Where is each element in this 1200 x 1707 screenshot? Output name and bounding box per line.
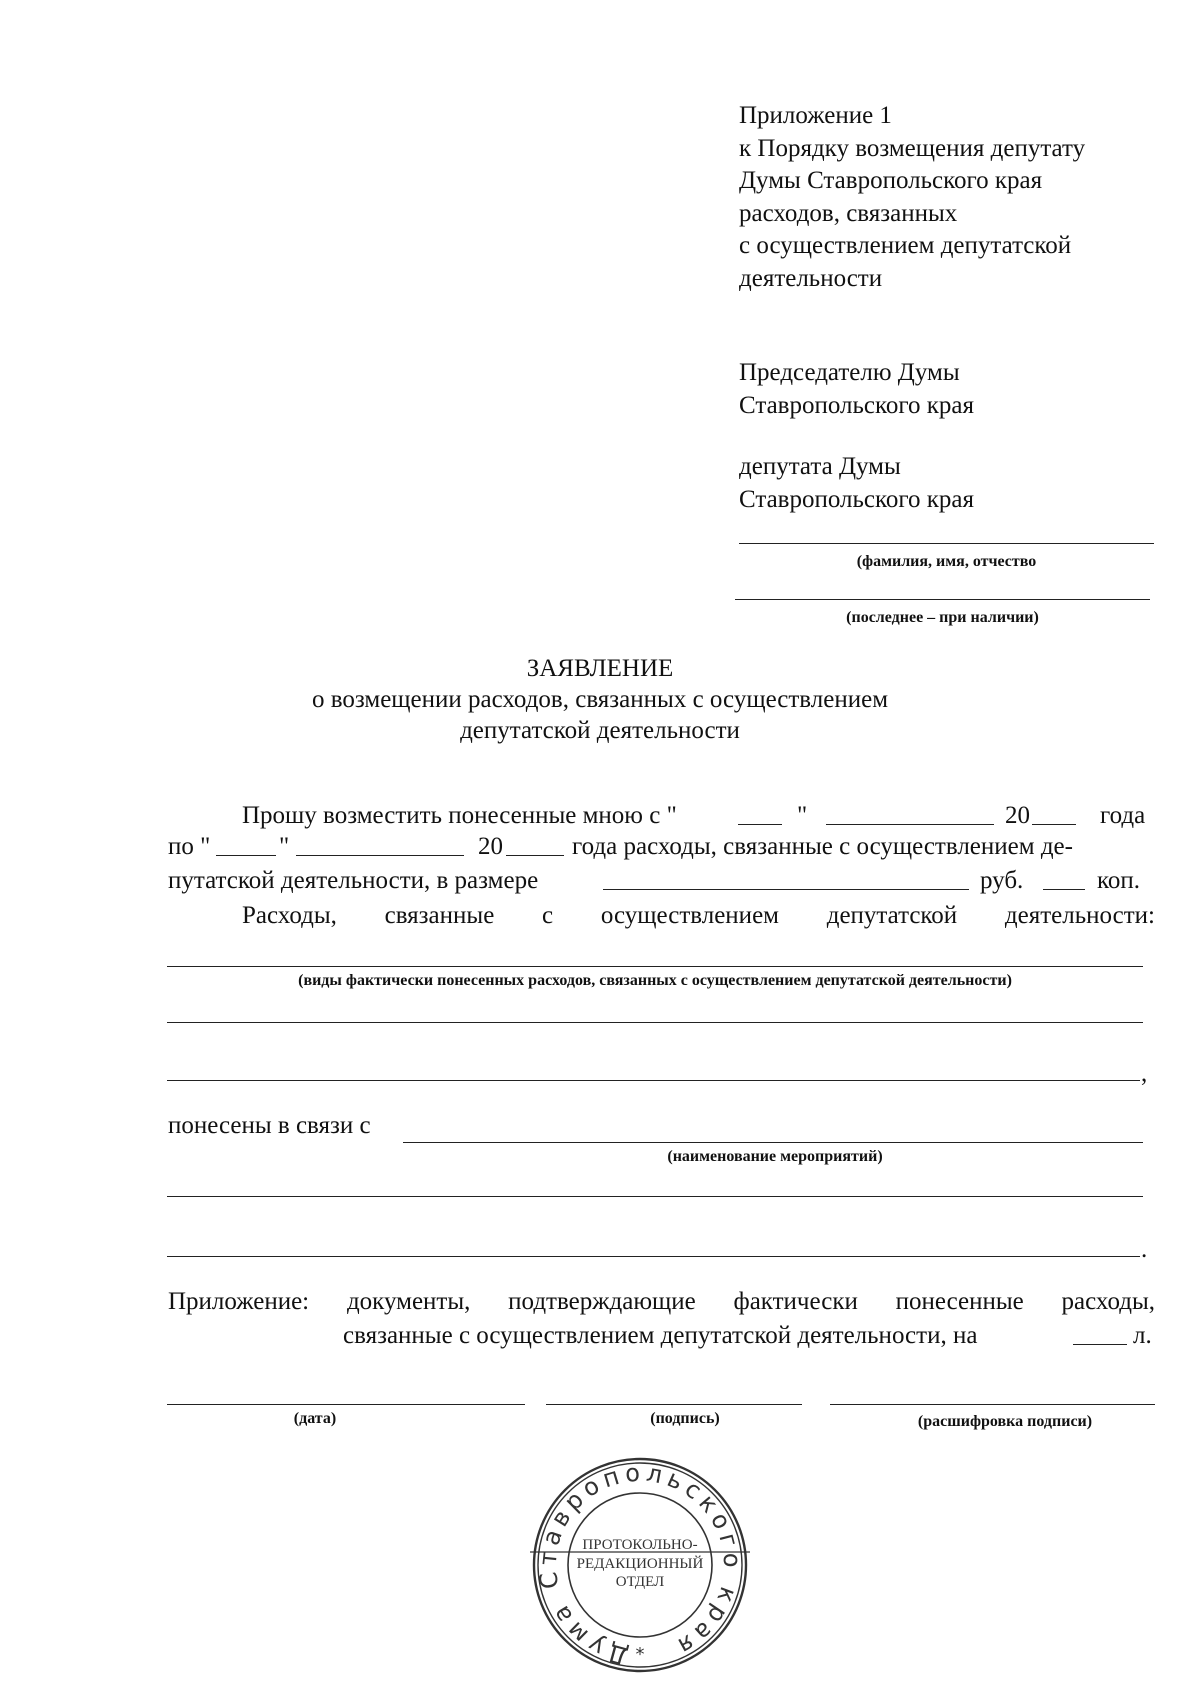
body-text: " [797, 802, 808, 829]
addressee-from-line: депутата Думы [739, 453, 901, 480]
body-text: по " [168, 833, 211, 860]
title-sub: депутатской деятельности [460, 717, 740, 744]
stamp-inner-line: ПРОТОКОЛЬНО- [582, 1537, 698, 1553]
body-text: руб. [980, 867, 1024, 894]
title-sub: о возмещении расходов, связанных с осуществлением [311, 686, 889, 713]
start-month-field[interactable] [826, 802, 994, 825]
signature-caption: (подпись) [650, 1410, 720, 1427]
stamp-inner-line: ОТДЕЛ [615, 1574, 665, 1590]
official-stamp [530, 1455, 750, 1675]
expenses-field-line[interactable] [167, 966, 1143, 967]
incurred-label: понесены в связи с [168, 1112, 371, 1139]
events-caption: (наименование мероприятий) [667, 1148, 883, 1165]
comma: , [1141, 1060, 1148, 1087]
name-caption-2: (последнее – при наличии) [846, 609, 1039, 626]
annex-line: деятельности [739, 264, 883, 292]
body-text: года расходы, связанные с осуществлением де- [572, 833, 1073, 860]
signature-decode-caption: (расшифровка подписи) [917, 1413, 1093, 1430]
annex-header [739, 100, 1085, 295]
pages-count-field[interactable] [1073, 1322, 1127, 1345]
addressee-from [739, 451, 974, 516]
attachment-suffix: л. [1133, 1322, 1152, 1349]
body-text: 20 [1005, 802, 1030, 829]
end-year-field[interactable] [506, 833, 564, 856]
name-caption: (фамилия, имя, отчество [856, 553, 1037, 570]
addressee-to-line: Председателю Думы [739, 359, 960, 386]
body-line-4 [242, 902, 1155, 930]
annex-line: к Порядку возмещения депутату [739, 134, 1086, 162]
date-caption: (дата) [293, 1410, 337, 1427]
stamp-ring-text: Дума Ставропольского края [533, 1458, 747, 1671]
body-text: 20 [478, 833, 503, 860]
stamp-star: * [635, 1644, 645, 1665]
start-day-field[interactable] [738, 802, 782, 825]
events-field-line[interactable] [403, 1142, 1143, 1143]
signature-field-line[interactable] [546, 1404, 802, 1405]
expenses-field-line-2[interactable] [167, 1022, 1143, 1023]
expenses-field-line-3[interactable] [167, 1080, 1140, 1081]
document-title [0, 653, 1200, 746]
attachment-label: Приложение: [168, 1288, 310, 1315]
stamp-inner-line: РЕДАКЦИОННЫЙ [576, 1556, 704, 1572]
annex-line: Думы Ставропольского края [739, 167, 1043, 194]
period: . [1141, 1236, 1148, 1263]
annex-line: расходов, связанных [739, 199, 958, 227]
name-field-line-2[interactable] [735, 599, 1150, 600]
amount-kop-field[interactable] [1043, 867, 1085, 890]
addressee-to [739, 357, 974, 422]
expenses-caption: (виды фактически понесенных расходов, связанных с осуществлением депутатской деятельности) [298, 972, 1012, 989]
annex-line: Приложение 1 [739, 102, 892, 129]
events-field-line-2[interactable] [167, 1196, 1143, 1197]
addressee-to-line: Ставропольского края [739, 391, 974, 419]
body-text: " [279, 833, 290, 860]
end-day-field[interactable] [216, 833, 276, 856]
annex-line: с осуществлением депутатской [739, 232, 1072, 259]
title-heading: ЗАЯВЛЕНИЕ [526, 655, 674, 682]
attachment-line-1 [168, 1288, 1155, 1316]
body-text: Прошу возместить понесенные мною с " [242, 802, 677, 829]
start-year-field[interactable] [1032, 802, 1076, 825]
signature-decode-field-line[interactable] [830, 1404, 1155, 1405]
events-field-line-3[interactable] [167, 1256, 1140, 1257]
date-field-line[interactable] [167, 1404, 525, 1405]
amount-rub-field[interactable] [603, 867, 969, 890]
name-field-line[interactable] [739, 543, 1154, 544]
attachment-text: связанные с осуществлением депутатской деятельности, на [343, 1322, 978, 1349]
addressee-from-line: Ставропольского края [739, 485, 974, 513]
body-text: Расходы, связанные с осуществлением депутатской деятельности: [242, 902, 1155, 929]
body-text: путатской деятельности, в размере [168, 867, 539, 894]
body-text: коп. [1097, 867, 1141, 894]
attachment-text: документы, подтверждающие фактически понесенные расходы, [346, 1288, 1155, 1315]
body-text: года [1100, 802, 1146, 829]
end-month-field[interactable] [296, 833, 464, 856]
